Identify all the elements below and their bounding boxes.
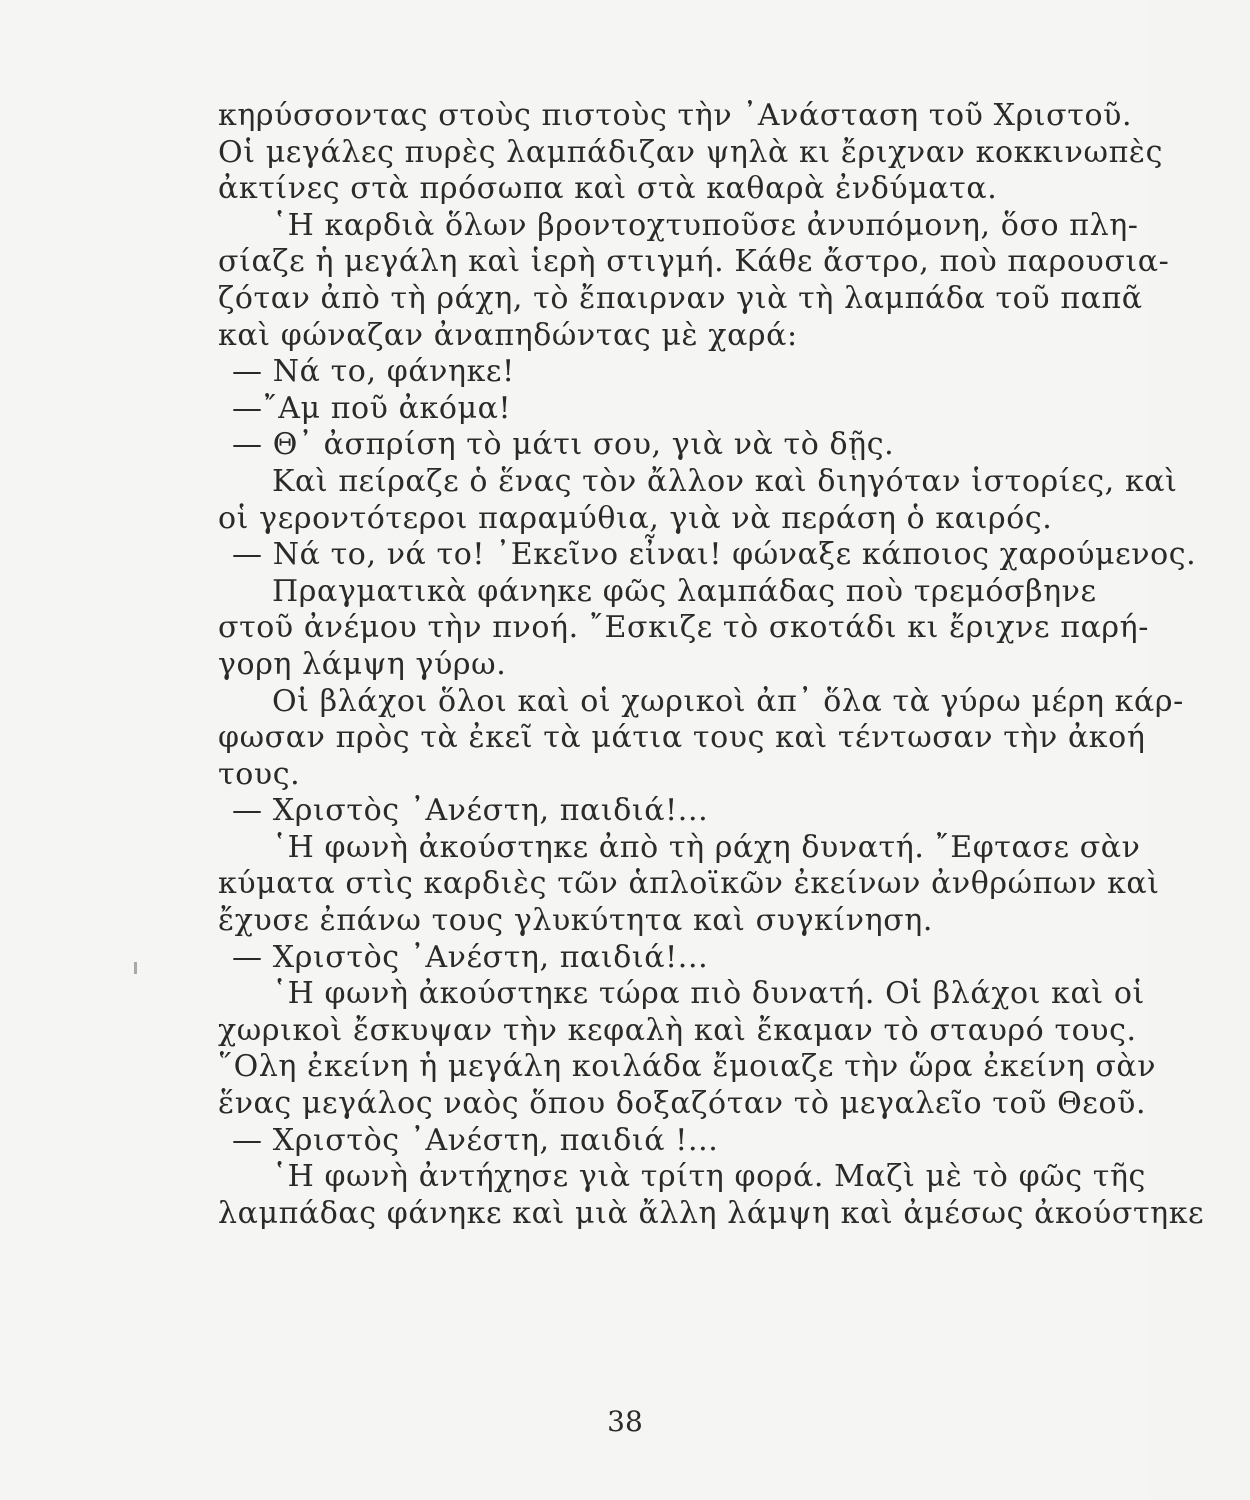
text-line: — Χριστὸς ᾿Ανέστη, παιδιά!...	[232, 939, 709, 975]
text-line: φωσαν πρὸς τὰ ἐκεῖ τὰ μάτια τους καὶ τέντωσαν τὴν ἀκοή	[218, 720, 1146, 756]
text-line: ἕνας μεγάλος ναὸς ὅπου δοξαζόταν τὸ μεγαλεῖο τοῦ Θεοῦ.	[218, 1086, 1147, 1122]
text-line: Καὶ πείραζε ὁ ἕνας τὸν ἄλλον καὶ διηγόταν ἱστορίες, καὶ	[272, 463, 1178, 499]
text-line: στοῦ ἀνέμου τὴν πνοή. ῎Εσκιζε τὸ σκοτάδι κι ἔριχνε παρή-	[218, 610, 1149, 646]
text-line: Οἱ μεγάλες πυρὲς λαμπάδιζαν ψηλὰ κι ἔριχναν κοκκινωπὲς	[218, 134, 1163, 170]
text-line: Πραγματικὰ φάνηκε φῶς λαμπάδας ποὺ τρεμόσβηνε	[272, 573, 1097, 609]
text-line: χωρικοὶ ἔσκυψαν τὴν κεφαλὴ καὶ ἔκαμαν τὸ σταυρό τους.	[218, 1012, 1137, 1048]
text-line: τους.	[218, 756, 301, 792]
text-line: ζόταν ἀπὸ τὴ ράχη, τὸ ἔπαιρναν γιὰ τὴ λαμπάδα τοῦ παπᾶ	[218, 280, 1143, 316]
text-line: ῾Η φωνὴ ἀκούστηκε ἀπὸ τὴ ράχη δυνατή. ῎Εφτασε σὰν	[272, 829, 1141, 865]
text-line: ἀκτίνες στὰ πρόσωπα καὶ στὰ καθαρὰ ἐνδύματα.	[218, 171, 998, 207]
text-line: — Νά το, νά το! ᾿Εκεῖνο εἶναι! φώναξε κάποιος χαρούμενος.	[232, 537, 1197, 573]
text-line: — Χριστὸς ᾿Ανέστη, παιδιά !...	[232, 1122, 719, 1158]
text-line: λαμπάδας φάνηκε καὶ μιὰ ἄλλη λάμψη καὶ ἀμέσως ἀκούστηκε	[218, 1195, 1205, 1231]
body-text	[218, 98, 1205, 1232]
text-line: κηρύσσοντας στοὺς πιστοὺς τὴν ᾿Ανάσταση τοῦ Χριστοῦ.	[218, 98, 1133, 133]
text-line: —῎Αμ ποῦ ἀκόμα!	[232, 390, 512, 426]
page-number: 38	[607, 1405, 643, 1438]
scan-speck	[134, 962, 137, 974]
text-line: κύματα στὶς καρδιὲς τῶν ἁπλοϊκῶν ἐκείνων ἀνθρώπων καὶ	[218, 866, 1160, 902]
text-line: ῾Η φωνὴ ἀντήχησε γιὰ τρίτη φορά. Μαζὶ μὲ τὸ φῶς τῆς	[272, 1159, 1146, 1195]
text-line: σίαζε ἡ μεγάλη καὶ ἱερὴ στιγμή. Κάθε ἄστρο, ποὺ παρουσια-	[218, 244, 1170, 280]
text-line: γορη λάμψη γύρω.	[218, 646, 507, 682]
text-line: ἔχυσε ἐπάνω τους γλυκύτητα καὶ συγκίνηση.	[218, 903, 934, 939]
text-line: Οἱ βλάχοι ὅλοι καὶ οἱ χωρικοὶ ἀπ᾿ ὅλα τὰ γύρω μέρη κάρ-	[272, 683, 1184, 719]
text-line: — Νά το, φάνηκε!	[232, 354, 515, 390]
text-line: ῾Η φωνὴ ἀκούστηκε τώρα πιὸ δυνατή. Οἱ βλάχοι καὶ οἱ	[272, 976, 1145, 1012]
text-line: ῾Η καρδιὰ ὅλων βροντοχτυποῦσε ἀνυπόμονη, ὅσο πλη-	[272, 207, 1139, 243]
text-line: ῞Ολη ἐκείνη ἡ μεγάλη κοιλάδα ἔμοιαζε τὴν ὥρα ἐκείνη σὰν	[218, 1049, 1157, 1085]
text-line: οἱ γεροντότεροι παραμύθια, γιὰ νὰ περάση ὁ καιρός.	[218, 500, 1053, 536]
text-line: — Θ᾿ ἀσπρίση τὸ μάτι σου, γιὰ νὰ τὸ δῇς.	[232, 427, 895, 463]
text-line: — Χριστὸς ᾿Ανέστη, παιδιά!...	[232, 793, 709, 829]
text-line: καὶ φώναζαν ἀναπηδώντας μὲ χαρά:	[218, 317, 798, 353]
